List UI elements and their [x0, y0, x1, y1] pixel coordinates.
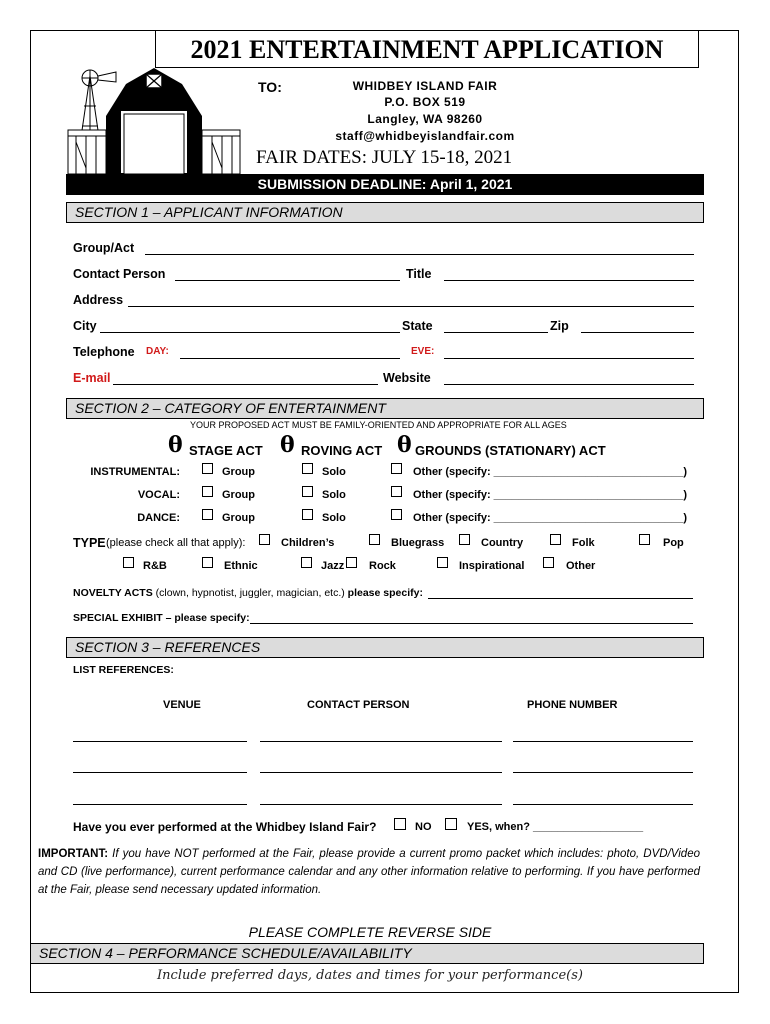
- option-label: Group: [222, 512, 255, 524]
- telephone-label: Telephone: [73, 345, 135, 359]
- type-bluegrass-checkbox[interactable]: [369, 534, 380, 545]
- yes-when-label: YES, when? __________________: [467, 821, 644, 833]
- performed-before-question: Have you ever performed at the Whidbey Island Fair?: [73, 820, 377, 834]
- page-title: 2021 ENTERTAINMENT APPLICATION: [155, 30, 699, 68]
- phone-number-header: PHONE NUMBER: [527, 699, 618, 711]
- option-label: Group: [222, 489, 255, 501]
- address-line-2: P.O. BOX 519: [384, 95, 466, 109]
- website-label: Website: [383, 371, 431, 385]
- reference-contact-field[interactable]: [260, 741, 502, 742]
- type-label-text: Children’s: [281, 537, 335, 549]
- reference-contact-field[interactable]: [260, 804, 502, 805]
- vocal-solo-checkbox[interactable]: [302, 486, 313, 497]
- contact-person-field[interactable]: [175, 280, 400, 281]
- group-act-label: Group/Act: [73, 241, 135, 255]
- group-act-field[interactable]: [145, 254, 694, 255]
- vocal-label: VOCAL:: [137, 489, 180, 501]
- reference-phone-field[interactable]: [513, 741, 693, 742]
- address-label: Address: [73, 293, 124, 307]
- eve-phone-field[interactable]: [444, 358, 694, 359]
- to-label: TO:: [258, 79, 282, 95]
- important-note: [38, 845, 700, 899]
- email-field[interactable]: [113, 384, 378, 385]
- type-childrens-checkbox[interactable]: [259, 534, 270, 545]
- theta-icon: θ: [280, 432, 295, 458]
- state-field[interactable]: [444, 332, 548, 333]
- type-ethnic-checkbox[interactable]: [202, 557, 213, 568]
- city-label: City: [73, 319, 97, 333]
- dance-label: DANCE:: [137, 512, 180, 524]
- list-references-label: LIST REFERENCES:: [73, 664, 174, 676]
- option-label: Solo: [322, 489, 346, 501]
- section-4-header: SECTION 4 – PERFORMANCE SCHEDULE/AVAILABILITY: [30, 943, 704, 964]
- type-label: TYPE: [73, 536, 106, 550]
- title-field[interactable]: [444, 280, 694, 281]
- contact-person-label: Contact Person: [73, 267, 166, 281]
- dance-other-checkbox[interactable]: [391, 509, 402, 520]
- dance-group-checkbox[interactable]: [202, 509, 213, 520]
- zip-label: Zip: [550, 319, 569, 333]
- address-field[interactable]: [128, 306, 694, 307]
- special-exhibit-label: [73, 612, 250, 624]
- novelty-label: [73, 587, 423, 599]
- fair-dates: FAIR DATES: JULY 15-18, 2021: [256, 147, 513, 168]
- reference-venue-field[interactable]: [73, 804, 247, 805]
- address-line-3: Langley, WA 98260: [367, 112, 483, 126]
- day-label: DAY:: [146, 346, 169, 357]
- type-hint: (please check all that apply):: [106, 537, 246, 549]
- vocal-other-checkbox[interactable]: [391, 486, 402, 497]
- important-label: IMPORTANT:: [38, 848, 109, 860]
- type-other-checkbox[interactable]: [543, 557, 554, 568]
- city-field[interactable]: [100, 332, 400, 333]
- option-label: Group: [222, 466, 255, 478]
- special-exhibit-field[interactable]: [250, 623, 693, 624]
- option-label: Solo: [322, 512, 346, 524]
- type-rock-checkbox[interactable]: [346, 557, 357, 568]
- reference-venue-field[interactable]: [73, 772, 247, 773]
- type-inspirational-checkbox[interactable]: [437, 557, 448, 568]
- vocal-group-checkbox[interactable]: [202, 486, 213, 497]
- complete-reverse-note: PLEASE COMPLETE REVERSE SIDE: [248, 924, 492, 940]
- novelty-specify: please specify:: [347, 587, 423, 599]
- grounds-act-heading: GROUNDS (STATIONARY) ACT: [415, 443, 606, 458]
- address-line-1: WHIDBEY ISLAND FAIR: [352, 79, 498, 93]
- roving-act-heading: ROVING ACT: [301, 443, 383, 458]
- option-label: Solo: [322, 466, 346, 478]
- instrumental-label: INSTRUMENTAL:: [90, 466, 180, 478]
- reference-phone-field[interactable]: [513, 804, 693, 805]
- state-label: State: [402, 319, 433, 333]
- type-rnb-checkbox[interactable]: [123, 557, 134, 568]
- option-label: Other (specify: _______________________________): [413, 466, 687, 478]
- no-label: NO: [415, 821, 432, 833]
- option-label: Other (specify: _______________________________): [413, 512, 687, 524]
- special-exhibit-text: SPECIAL EXHIBIT – please specify:: [73, 612, 250, 624]
- theta-icon: θ: [168, 432, 183, 458]
- novelty-field[interactable]: [428, 598, 693, 599]
- reference-contact-field[interactable]: [260, 772, 502, 773]
- type-label-text: R&B: [143, 560, 167, 572]
- zip-field[interactable]: [581, 332, 694, 333]
- theta-icon: θ: [397, 432, 412, 458]
- important-text: If you have NOT performed at the Fair, please provide a current promo packet which includes: photo, DVD/Video and CD (live performance), current performance calendar and any other information relative to performing. If you have performed at the Fair, please send necessary updated information.: [38, 848, 700, 896]
- reference-phone-field[interactable]: [513, 772, 693, 773]
- option-label: Other (specify: _______________________________): [413, 489, 687, 501]
- type-label-text: Bluegrass: [391, 537, 445, 549]
- performed-yes-checkbox[interactable]: [445, 818, 457, 830]
- performed-no-checkbox[interactable]: [394, 818, 406, 830]
- family-note: YOUR PROPOSED ACT MUST BE FAMILY-ORIENTED AND APPROPRIATE FOR ALL AGES: [190, 420, 567, 430]
- venue-header: VENUE: [163, 699, 201, 711]
- type-label-text: Pop: [663, 537, 684, 549]
- include-preferred-note: Include preferred days, dates and times for your performance(s): [157, 968, 583, 983]
- stage-act-heading: STAGE ACT: [189, 443, 263, 458]
- novelty-label-bold: NOVELTY ACTS: [73, 587, 153, 599]
- barn-logo: [66, 66, 246, 180]
- eve-label: EVE:: [411, 346, 435, 357]
- section-1-header: SECTION 1 – APPLICANT INFORMATION: [66, 202, 704, 223]
- instrumental-other-checkbox[interactable]: [391, 463, 402, 474]
- novelty-hint: (clown, hypnotist, juggler, magician, etc.): [155, 587, 345, 599]
- type-jazz-checkbox[interactable]: [301, 557, 312, 568]
- email-label: E-mail: [73, 371, 111, 385]
- contact-person-header: CONTACT PERSON: [307, 699, 410, 711]
- type-label-text: Jazz: [321, 560, 345, 572]
- section-3-header: SECTION 3 – REFERENCES: [66, 637, 704, 658]
- instrumental-group-checkbox[interactable]: [202, 463, 213, 474]
- type-folk-checkbox[interactable]: [550, 534, 561, 545]
- website-field[interactable]: [444, 384, 694, 385]
- dance-solo-checkbox[interactable]: [302, 509, 313, 520]
- instrumental-solo-checkbox[interactable]: [302, 463, 313, 474]
- type-label-text: Other: [566, 560, 596, 572]
- type-label-text: Rock: [369, 560, 396, 572]
- section-2-header: SECTION 2 – CATEGORY OF ENTERTAINMENT: [66, 398, 704, 419]
- type-pop-checkbox[interactable]: [639, 534, 650, 545]
- address-email: staff@whidbeyislandfair.com: [335, 129, 515, 143]
- type-label-text: Country: [481, 537, 524, 549]
- type-label-text: Ethnic: [224, 560, 258, 572]
- day-phone-field[interactable]: [180, 358, 400, 359]
- type-label-text: Folk: [572, 537, 595, 549]
- deadline-banner: SUBMISSION DEADLINE: April 1, 2021: [66, 174, 704, 195]
- title-label: Title: [406, 267, 432, 281]
- type-label-text: Inspirational: [459, 560, 525, 572]
- type-country-checkbox[interactable]: [459, 534, 470, 545]
- reference-venue-field[interactable]: [73, 741, 247, 742]
